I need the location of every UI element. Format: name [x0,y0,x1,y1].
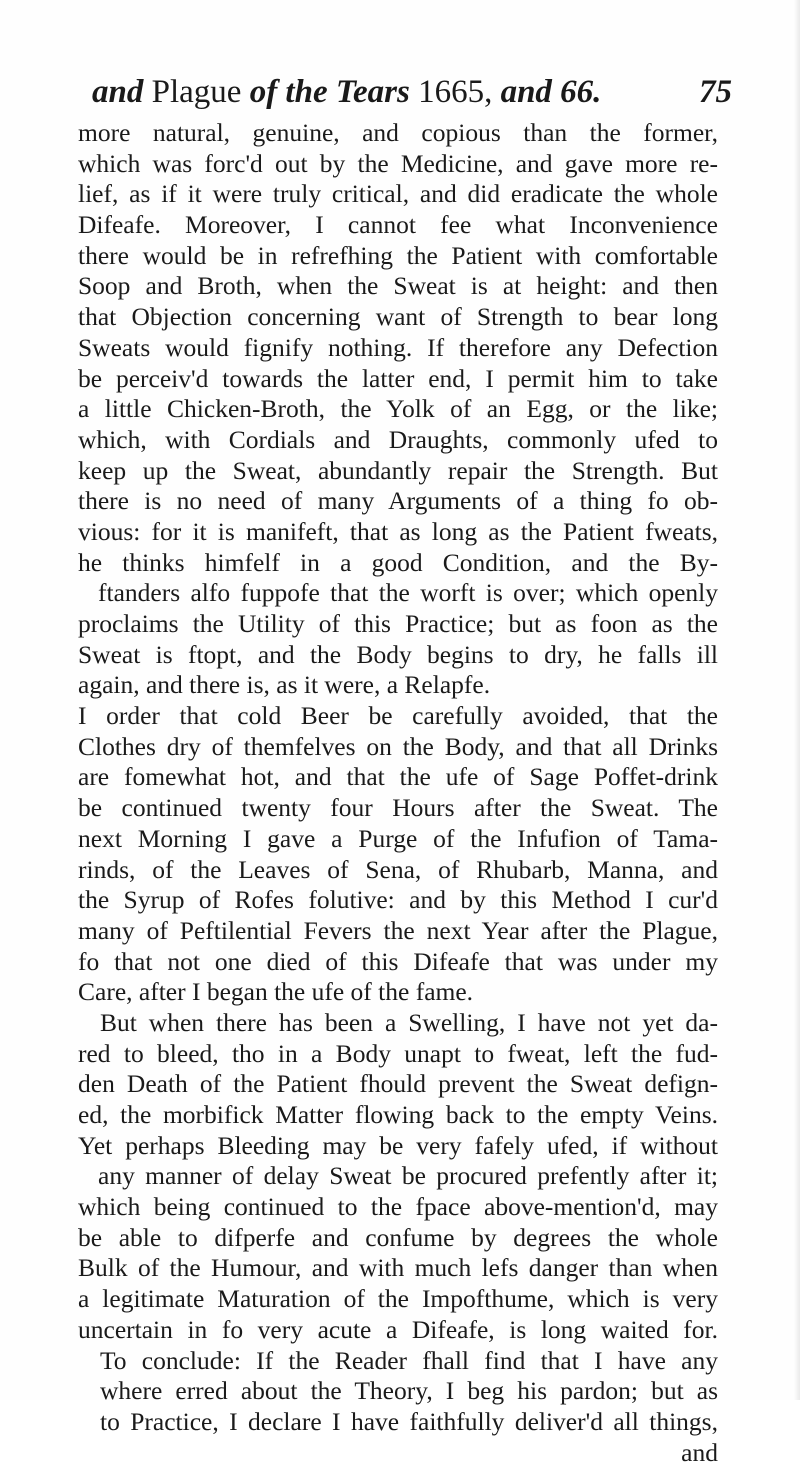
text-line: Care, after I began the ufe of the fame. [78,977,474,1007]
text-line: To conclude: If the Reader fhall find that I have any [100,1345,718,1375]
text-line: a legitimate Maturation of the Impofthume, which is very [78,1284,718,1314]
catchword: and [681,1437,718,1467]
text-line: red to bleed, tho in a Body unapt to fweat, left the fud- [78,1038,718,1068]
text-line: again, and there is, as it were, a Relapfe. [78,670,491,700]
body-text [78,118,718,1468]
text-line: to Practice, I declare I have faithfully deliver'd all things, [100,1406,718,1436]
text-line: But when there has been a Swelling, I have not yet da- [100,1007,718,1037]
text-line: Sweat is ftopt, and the Body begins to dry, he falls ill [78,639,718,669]
text-line: Bulk of the Humour, and with much lefs danger than when [78,1253,718,1283]
header-of-the-tears: of the Tears [249,74,410,110]
text-line: a little Chicken-Broth, the Yolk of an Egg, or the like; [78,394,718,424]
text-line: proclaims the Utility of this Practice; but as foon as the [78,609,718,638]
text-line: vious: for it is manifeft, that as long as the Patient fweats, [78,516,718,546]
text-line: next Morning I gave a Purge of the Infufion of Tama- [78,823,718,853]
text-line: more natural, genuine, and copious than the former, [78,118,718,147]
text-line: be able to difperfe and confume by degrees the whole [78,1222,718,1252]
running-header [92,70,732,114]
text-line: there would be in refrefhing the Patient with comfortable [78,240,718,270]
text-line: many of Peftilential Fevers the next Year after the Plague, [78,915,718,945]
text-line: be perceiv'd towards the latter end, I permit him to take [78,363,718,393]
text-line: Soop and Broth, when the Sweat is at height: and then [78,271,718,301]
header-year-66: 66. [560,74,602,110]
text-line: ed, the morbifick Matter flowing back to the empty Veins. [78,1100,718,1129]
text-line: Clothes dry of themfelves on the Body, and that all Drinks [78,731,718,761]
text-line: there is no need of many Arguments of a thing fo ob- [78,486,718,516]
text-line: which being continued to the fpace above-mention'd, may [78,1192,718,1222]
page-number: 75 [699,74,732,110]
text-line: where erred about the Theory, I beg his pardon; but as [100,1376,718,1406]
header-year-1665: 1665, [418,74,493,110]
text-line: uncertain in fo very acute a Difeafe, is long waited for. [78,1314,718,1344]
header-and: and [92,74,144,110]
text-line: lief, as if it were truly critical, and did eradicate the whole [78,179,718,209]
text-line: be continued twenty four Hours after the Sweat. The [78,793,718,823]
text-line: keep up the Sweat, abundantly repair the Strength. But [78,455,718,485]
text-line: rinds, of the Leaves of Sena, of Rhubarb, Manna, and [78,854,718,884]
text-line: the Syrup of Rofes folutive: and by this Method I cur'd [78,885,718,915]
text-line: Sweats would fignify nothing. If therefore any Defection [78,332,718,362]
text-line: den Death of the Patient fhould prevent the Sweat defign- [78,1069,718,1099]
text-line: which, with Cordials and Draughts, commonly ufed to [78,424,718,454]
text-line: fo that not one died of this Difeafe that was under my [78,946,718,976]
text-line: I order that cold Beer be carefully avoided, that the [78,701,718,731]
text-line: he thinks himfelf in a good Condition, and the By- [78,547,718,577]
text-line: which was forc'd out by the Medicine, and gave more re- [78,148,718,178]
text-line: that Objection concerning want of Strength to bear long [78,302,718,332]
header-and-2: and [500,74,552,110]
text-line: Yet perhaps Bleeding may be very fafely ufed, if without [78,1130,718,1160]
text-line: ftanders alfo fuppofe that the worft is over; which openly [98,578,718,608]
text-line: are fomewhat hot, and that the ufe of Sage Poffet-drink [78,762,718,792]
text-line: any manner of delay Sweat be procured prefently after it; [98,1161,718,1191]
header-plague: Plague [151,74,242,110]
page-edge-shadow [794,0,800,1400]
text-line: Difeafe. Moreover, I cannot fee what Inconvenience [78,210,718,240]
